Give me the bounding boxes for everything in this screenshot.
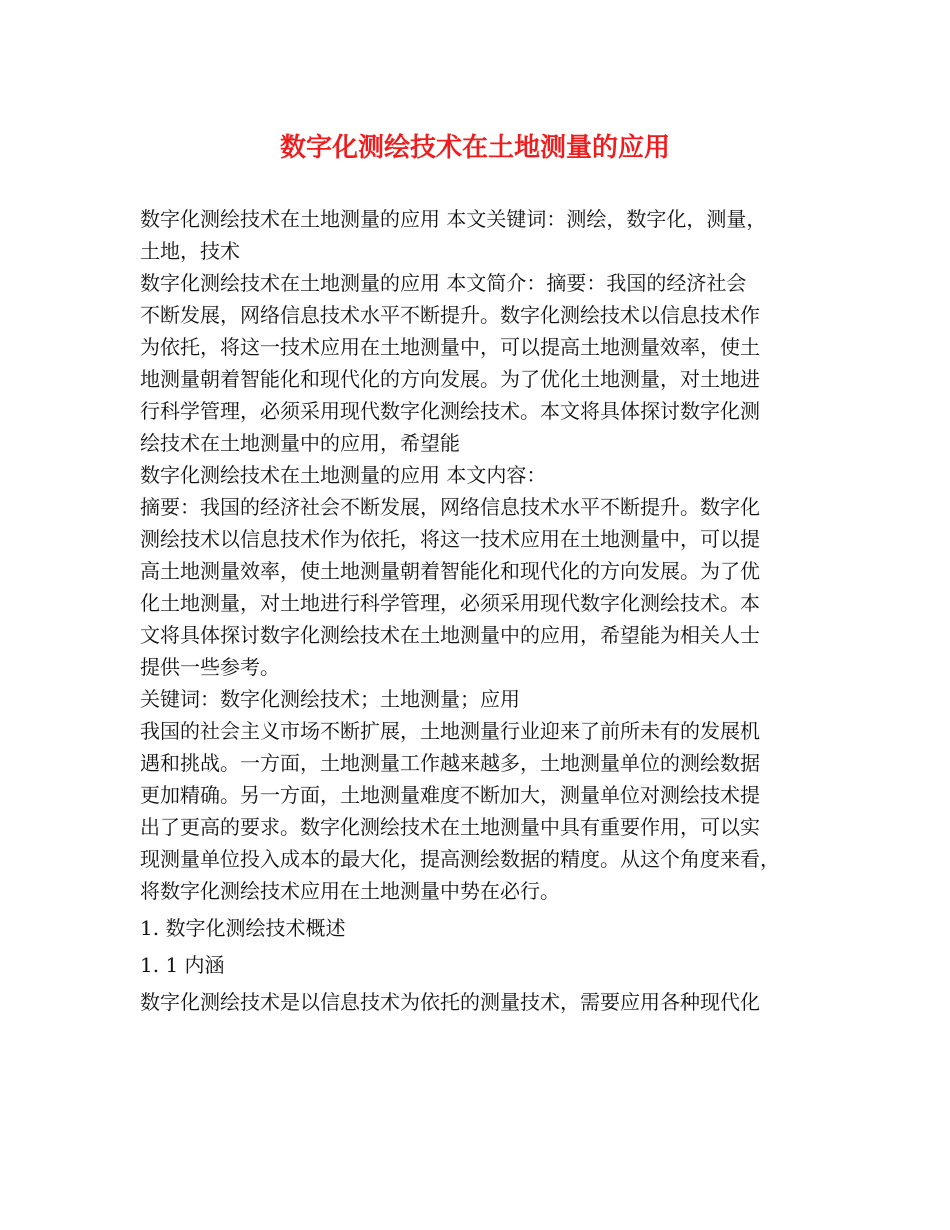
content-heading-line: 数字化测绘技术在土地测量的应用 本文内容：	[140, 463, 547, 487]
summary-line-6: 绘技术在土地测量中的应用，希望能	[140, 431, 460, 455]
abstract-line-2: 测绘技术以信息技术作为依托，将这一技术应用在土地测量中，可以提	[140, 527, 760, 551]
intro-line-5: 现测量单位投入成本的最大化，提高测绘数据的精度。从这个角度来看，	[140, 847, 780, 871]
keywords-line-1: 数字化测绘技术在土地测量的应用 本文关键词：测绘，数字化，测量，	[140, 207, 767, 231]
document-title: 数字化测绘技术在土地测量的应用	[279, 133, 670, 163]
body-paragraph-line: 数字化测绘技术是以信息技术为依托的测量技术，需要应用各种现代化	[140, 990, 760, 1014]
keywords-list-line: 关键词：数字化测绘技术；土地测量；应用	[140, 687, 520, 711]
intro-line-4: 出了更高的要求。数字化测绘技术在土地测量中具有重要作用，可以实	[140, 815, 760, 839]
intro-line-3: 更加精确。另一方面，土地测量难度不断加大，测量单位对测绘技术提	[140, 783, 760, 807]
abstract-line-6: 提供一些参考。	[140, 655, 280, 679]
abstract-line-3: 高土地测量效率，使土地测量朝着智能化和现代化的方向发展。为了优	[140, 559, 760, 583]
intro-line-6: 将数字化测绘技术应用在土地测量中势在必行。	[140, 879, 560, 903]
intro-line-1: 我国的社会主义市场不断扩展，土地测量行业迎来了前所未有的发展机	[140, 719, 760, 743]
summary-line-4: 地测量朝着智能化和现代化的方向发展。为了优化土地测量，对土地进	[140, 367, 760, 391]
keywords-line-2: 土地，技术	[140, 239, 240, 263]
subsection-heading-1-1: 1. 1 内涵	[140, 953, 225, 977]
intro-line-2: 遇和挑战。一方面，土地测量工作越来越多，土地测量单位的测绘数据	[140, 751, 760, 775]
section-heading-1: 1. 数字化测绘技术概述	[140, 916, 346, 940]
summary-line-3: 为依托，将这一技术应用在土地测量中，可以提高土地测量效率，使土	[140, 335, 760, 359]
abstract-line-5: 文将具体探讨数字化测绘技术在土地测量中的应用，希望能为相关人士	[140, 623, 760, 647]
abstract-line-4: 化土地测量，对土地进行科学管理，必须采用现代数字化测绘技术。本	[140, 591, 760, 615]
document-body	[140, 203, 830, 1018]
summary-line-5: 行科学管理，必须采用现代数字化测绘技术。本文将具体探讨数字化测	[140, 399, 760, 423]
summary-line-1: 数字化测绘技术在土地测量的应用 本文简介：摘要：我国的经济社会	[140, 271, 747, 295]
summary-line-2: 不断发展，网络信息技术水平不断提升。数字化测绘技术以信息技术作	[140, 303, 760, 327]
abstract-line-1: 摘要：我国的经济社会不断发展，网络信息技术水平不断提升。数字化	[140, 495, 760, 519]
